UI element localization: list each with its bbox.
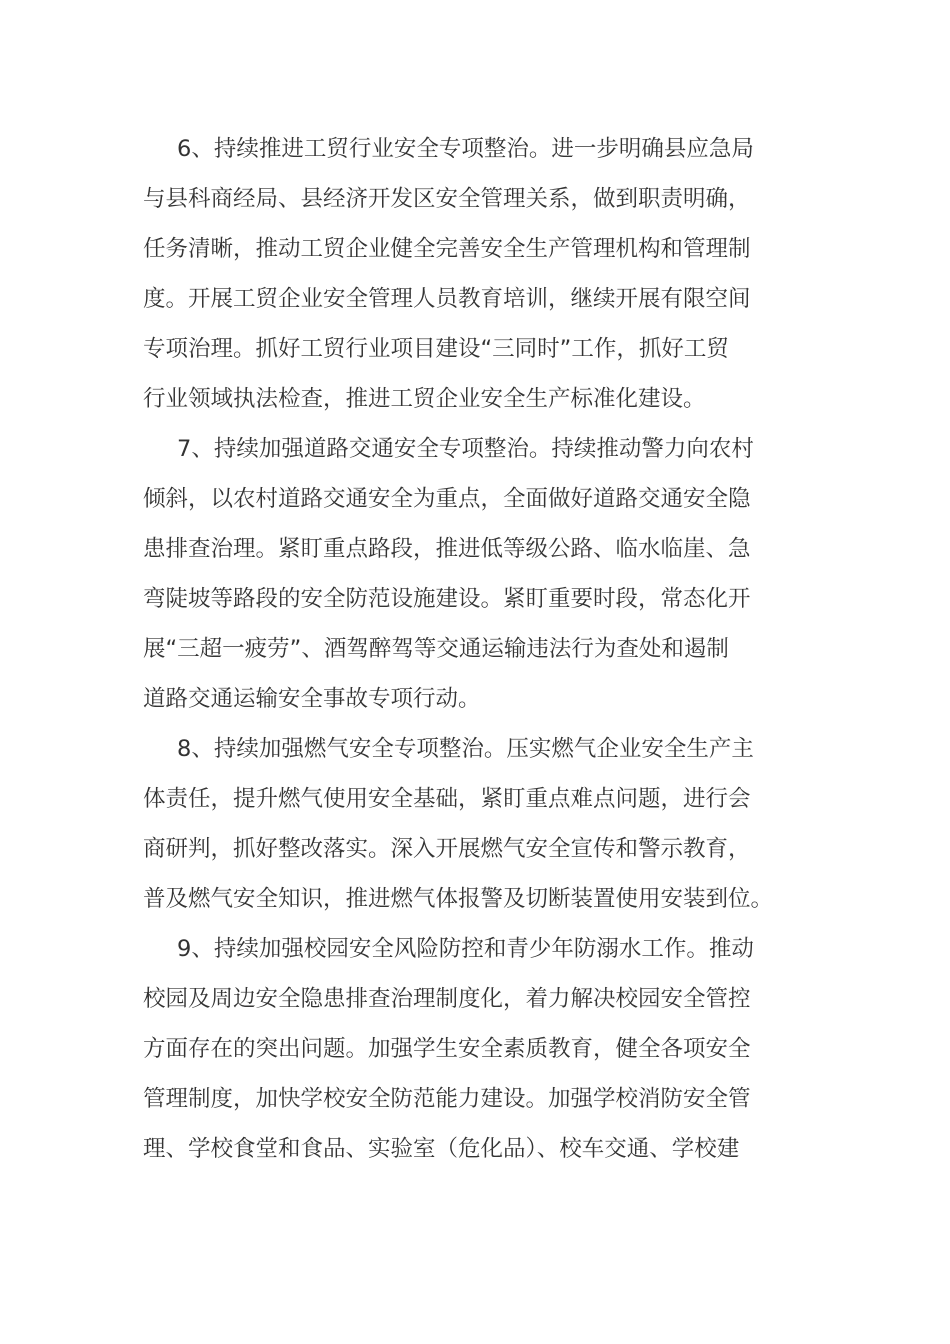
paragraph-line: 度。开展工贸企业安全管理人员教育培训，继续开展有限空间 [143,286,751,312]
paragraph-line: 倾斜，以农村道路交通安全为重点，全面做好道路交通安全隐 [143,486,751,512]
paragraph-line: 与县科商经局、县经济开发区安全管理关系，做到职责明确， [143,186,751,212]
paragraph-line: 7、持续加强道路交通安全专项整治。持续推动警力向农村 [177,436,754,462]
paragraph-line: 患排查治理。紧盯重点路段，推进低等级公路、临水临崖、急 [143,536,751,562]
paragraph-line: 弯陡坡等路段的安全防范设施建设。紧盯重要时段，常态化开 [143,586,751,612]
paragraph-line: 6、持续推进工贸行业安全专项整治。进一步明确县应急局 [177,136,754,162]
paragraph-line: 道路交通运输安全事故专项行动。 [143,686,481,712]
paragraph-line: 行业领域执法检查，推进工贸企业安全生产标准化建设。 [143,386,706,412]
paragraph-line: 理、学校食堂和食品、实验室（危化品）、校车交通、学校建 [143,1136,740,1162]
paragraph-line: 9、持续加强校园安全风险防控和青少年防溺水工作。推动 [177,936,754,962]
paragraph-line: 普及燃气安全知识，推进燃气体报警及切断装置使用安装到位。 [143,886,774,912]
document-body [143,124,811,1174]
paragraph-line: 专项治理。抓好工贸行业项目建设“三同时”工作，抓好工贸 [143,336,729,362]
paragraph-line: 管理制度，加快学校安全防范能力建设。加强学校消防安全管 [143,1086,751,1112]
paragraph-line: 任务清晰，推动工贸企业健全完善安全生产管理机构和管理制 [143,236,751,262]
paragraph-line: 方面存在的突出问题。加强学生安全素质教育，健全各项安全 [143,1036,751,1062]
paragraph-line: 8、持续加强燃气安全专项整治。压实燃气企业安全生产主 [177,736,754,762]
paragraph-line: 体责任，提升燃气使用安全基础，紧盯重点难点问题，进行会 [143,786,751,812]
paragraph-line: 展“三超一疲劳”、酒驾醉驾等交通运输违法行为查处和遏制 [143,636,729,662]
paragraph-line: 商研判，抓好整改落实。深入开展燃气安全宣传和警示教育， [143,836,751,862]
paragraph-line: 校园及周边安全隐患排查治理制度化，着力解决校园安全管控 [143,986,751,1012]
